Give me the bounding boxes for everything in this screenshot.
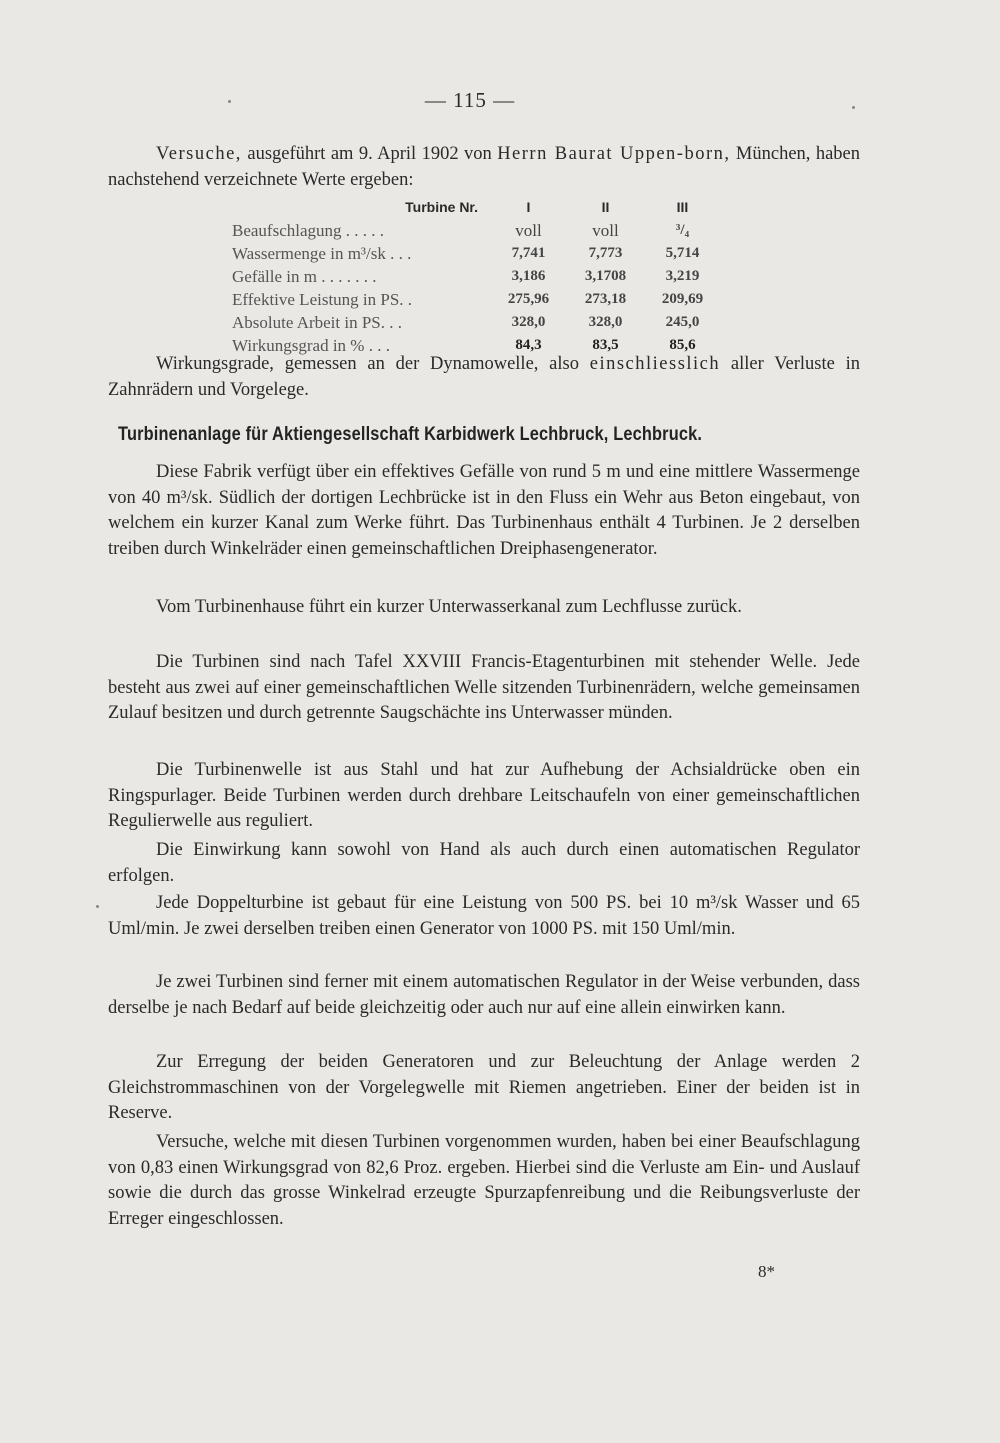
body-paragraph [108,1130,860,1232]
body-paragraph [108,891,860,942]
paragraph-text: Diese Fabrik verfügt über ein effektives Gefälle von rund 5 m und eine mittlere Wassermenge von 40 m³/sk. Südlich der dortigen Lechbrücke ist in den Fluss ein Wehr aus Beton eingebaut, von welchem ein kurzer Kanal zum Werke führt. Das Turbinenhaus enthält 4 Turbinen. Je 2 derselben treiben durch Winkelräder einen gemeinschaftlichen Dreiphasengenerator. [108,462,860,559]
table-cell: 328,0 [588,314,623,330]
table-cell: 275,96 [507,291,550,307]
table-cell: 273,18 [584,291,627,307]
table-cell: 5,714 [665,245,700,261]
section-heading: Turbinenanlage für Aktiengesellschaft Karbidwerk Lechbruck, Lechbruck. [118,424,703,445]
intro-paragraph [108,142,860,193]
table-cell: 245,0 [665,314,700,330]
body-paragraph [108,970,860,1021]
table-cell: 83,5 [592,337,619,353]
speck [228,100,231,103]
intro-word-versuche: Versuche, [156,144,242,164]
paragraph-text: Versuche, welche mit diesen Turbinen vorgenommen wurden, haben bei einer Beaufschlagung von 0,83 einen Wirkungsgrad von 82,6 Proz. ergeben. Hierbei sind die Verluste am Ein- und Auslauf sowie die durch das grosse Winkelrad erzeugte Spurzapfenreibung und die Reibungsverluste der Erreger eingeschlossen. [108,1132,860,1229]
paragraph-text: Die Einwirkung kann sowohl von Hand als auch durch einen automatischen Regulator erfolgen. [108,840,860,886]
intro-text: ausgeführt am 9. April 1902 von [241,144,498,164]
table-header-col: III [676,199,689,215]
table-row-label: Gefälle in m . . . . . . . [232,267,377,286]
body-paragraph [108,758,860,835]
table-cell: 3,186 [511,268,546,284]
table-cell: ³/₄ [675,222,690,238]
intro-text-2: München, haben nachstehend verzeichnete Werte ergeben: [108,144,860,190]
intro-person: Herrn Baurat Uppen-born, [497,144,731,164]
body-paragraph [108,595,860,621]
after-table-end: aller Verluste in Zahnrädern und Vorgelege. [108,354,860,400]
paragraph-text: Je zwei Turbinen sind ferner mit einem automatischen Regulator in der Weise verbunden, dass derselbe je nach Bedarf auf beide gleichzeitig oder auch nur auf eine allein einwirken kann. [108,972,860,1018]
table-cell: 3,1708 [584,268,627,284]
table-row-label: Absolute Arbeit in PS. . . [232,313,403,332]
table-row-label: Wassermenge in m³/sk . . . [232,244,412,263]
test-results-table [232,196,721,357]
table-row [232,219,721,242]
table-cell: 7,741 [511,245,546,261]
after-table-text: Wirkungsgrade, gemessen an der Dynamowelle, also [156,354,590,374]
table-cell: 209,69 [661,291,704,307]
body-paragraph [108,838,860,889]
body-paragraph [108,650,860,727]
table-row [232,311,721,334]
table-header-col: II [601,199,610,215]
table-cell: 3,219 [665,268,700,284]
speck [852,106,855,109]
table-cell: 328,0 [511,314,546,330]
table-row [232,265,721,288]
table-cell: 84,3 [515,337,542,353]
table-header-label: Turbine Nr. [405,199,478,215]
page-number: — 115 — [424,88,516,112]
table-header-row [232,196,721,219]
paragraph-text: Zur Erregung der beiden Generatoren und zur Beleuchtung der Anlage werden 2 Gleichstrommaschinen von der Vorgelegwelle mit Riemen angetrieben. Einer der beiden ist in Reserve. [108,1052,860,1124]
paragraph-text: Die Turbinenwelle ist aus Stahl und hat zur Aufhebung der Achsialdrücke oben ein Ringspurlager. Beide Turbinen werden durch drehbare Leitschaufeln von einer gemeinschaftlichen Regulierwelle aus reguliert. [108,760,860,832]
table-row [232,288,721,311]
sheet-signature: 8* [758,1262,775,1281]
table-cell: 85,6 [669,337,696,353]
table-row-label: Wirkungsgrad in % . . . [232,336,390,355]
table-row [232,242,721,265]
paragraph-text: Die Turbinen sind nach Tafel XXVIII Francis-Etagenturbinen mit stehender Welle. Jede besteht aus zwei auf einer gemeinschaftlichen Welle sitzenden Turbinenrädern, welche gemeinsamen Zulauf besitzen und durch getrennte Saugschächte ins Unterwasser münden. [108,652,860,724]
after-table-spaced: einschliesslich [589,354,721,374]
paragraph-text: Vom Turbinenhause führt ein kurzer Unterwasserkanal zum Lechflusse zurück. [156,597,742,617]
table-row-label: Effektive Leistung in PS. . [232,290,413,309]
table-cell: voll [592,221,619,240]
table-cell: voll [515,221,542,240]
table-row-label: Beaufschlagung . . . . . [232,221,385,240]
body-paragraph [108,460,860,562]
table-header-col: I [526,199,531,215]
after-table-paragraph [108,352,860,403]
speck [96,905,99,908]
paragraph-text: Jede Doppelturbine ist gebaut für eine Leistung von 500 PS. bei 10 m³/sk Wasser und 65 Uml/min. Je zwei derselben treiben einen Generator von 1000 PS. mit 150 Uml/min. [108,893,860,939]
table-cell: 7,773 [588,245,623,261]
body-paragraph [108,1050,860,1127]
